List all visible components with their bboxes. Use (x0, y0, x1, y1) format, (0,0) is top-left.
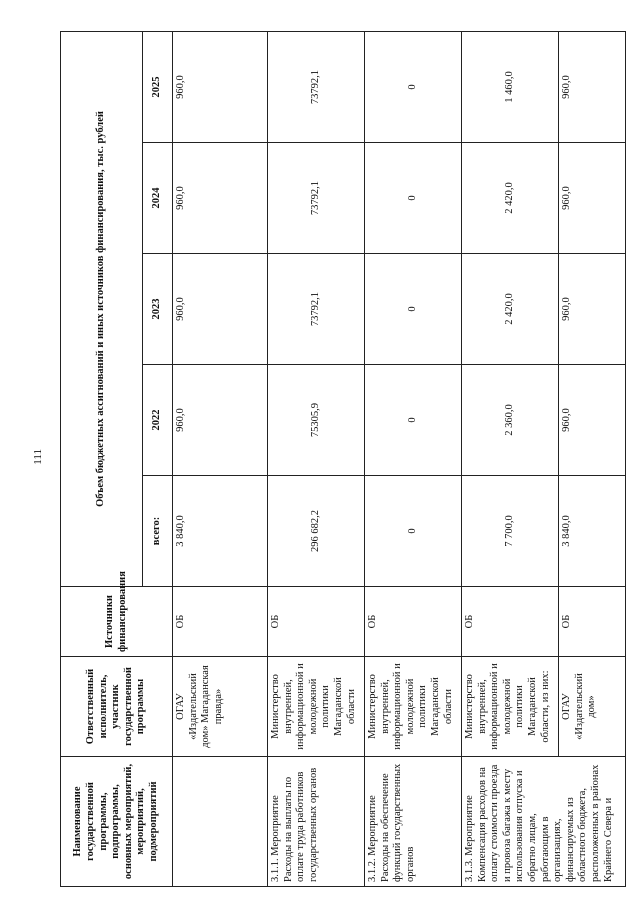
table-wrapper (60, 32, 625, 887)
row-executor: ОГАУ «Издательский дом» Магаданская правда» (173, 657, 268, 757)
row-total: 3 840,0 (559, 476, 626, 587)
row-2024: 0 (365, 143, 462, 254)
row-2023: 73792,1 (268, 254, 365, 365)
row-2022: 960,0 (559, 365, 626, 476)
row-total: 3 840,0 (173, 476, 268, 587)
header-total: всего: (143, 476, 173, 587)
row-executor: ОГАУ «Издательский дом» (559, 657, 626, 757)
row-name: 3.1.2. Мероприятие Расходы на обеспечение функций государственных органов (365, 757, 462, 887)
row-name: 3.1.1. Мероприятие Расходы на выплаты по оплате труда работников государственных органов (268, 757, 365, 887)
row-2025: 960,0 (559, 32, 626, 143)
header-source: Источники финансирования (61, 587, 173, 657)
row-2024: 2 420,0 (462, 143, 559, 254)
row-2022: 0 (365, 365, 462, 476)
row-executor: Министерство внутренней, информационной и молодежной политики Магаданской области (268, 657, 365, 757)
header-row-1 (61, 32, 143, 887)
row-2024: 960,0 (559, 143, 626, 254)
row-2022: 960,0 (173, 365, 268, 476)
header-2025: 2025 (143, 32, 173, 143)
row-source: ОБ (173, 587, 268, 657)
row-source: ОБ (462, 587, 559, 657)
row-2024: 73792,1 (268, 143, 365, 254)
rotated-table-container (60, 32, 625, 887)
page-number: 111 (32, 449, 44, 465)
row-source: ОБ (268, 587, 365, 657)
row-total: 0 (365, 476, 462, 587)
header-2022: 2022 (143, 365, 173, 476)
row-name: 3.1.3. Мероприятие Компенсация расходов на оплату стоимости проезда и провоза багажа к месту использования отпуска и обратно лицам, работающим в организациях, финансируемых из областного бюджета, расположенных в районах Крайнего Севера и (462, 757, 626, 887)
row-2023: 0 (365, 254, 462, 365)
row-2025: 73792,1 (268, 32, 365, 143)
row-name (173, 757, 268, 887)
row-2022: 2 360,0 (462, 365, 559, 476)
row-2025: 960,0 (173, 32, 268, 143)
header-2024: 2024 (143, 143, 173, 254)
table-row (462, 32, 559, 887)
row-2024: 960,0 (173, 143, 268, 254)
row-2023: 960,0 (173, 254, 268, 365)
table-row (173, 32, 268, 887)
table-row (365, 32, 462, 887)
header-2023: 2023 (143, 254, 173, 365)
row-2023: 2 420,0 (462, 254, 559, 365)
row-2023: 960,0 (559, 254, 626, 365)
table-row (268, 32, 365, 887)
row-total: 7 700,0 (462, 476, 559, 587)
header-name: Наименование государственной программы, подпрограммы, основных мероприятий, мероприятий, подмероприятий (61, 757, 173, 887)
financing-table (60, 31, 626, 887)
header-executor: Ответственный исполнитель, участник государственной программы (61, 657, 173, 757)
row-executor: Министерство внутренней, информационной и молодежной политики Магаданской области (365, 657, 462, 757)
row-2022: 75305,9 (268, 365, 365, 476)
row-source: ОБ (559, 587, 626, 657)
row-2025: 0 (365, 32, 462, 143)
row-2025: 1 460,0 (462, 32, 559, 143)
row-executor: Министерство внутренней, информационной и молодежной политики Магаданской области, из них: (462, 657, 559, 757)
header-volume: Объем бюджетных ассигнований и иных источников финансирования, тыс. рублей (61, 32, 143, 587)
row-source: ОБ (365, 587, 462, 657)
row-total: 296 682,2 (268, 476, 365, 587)
